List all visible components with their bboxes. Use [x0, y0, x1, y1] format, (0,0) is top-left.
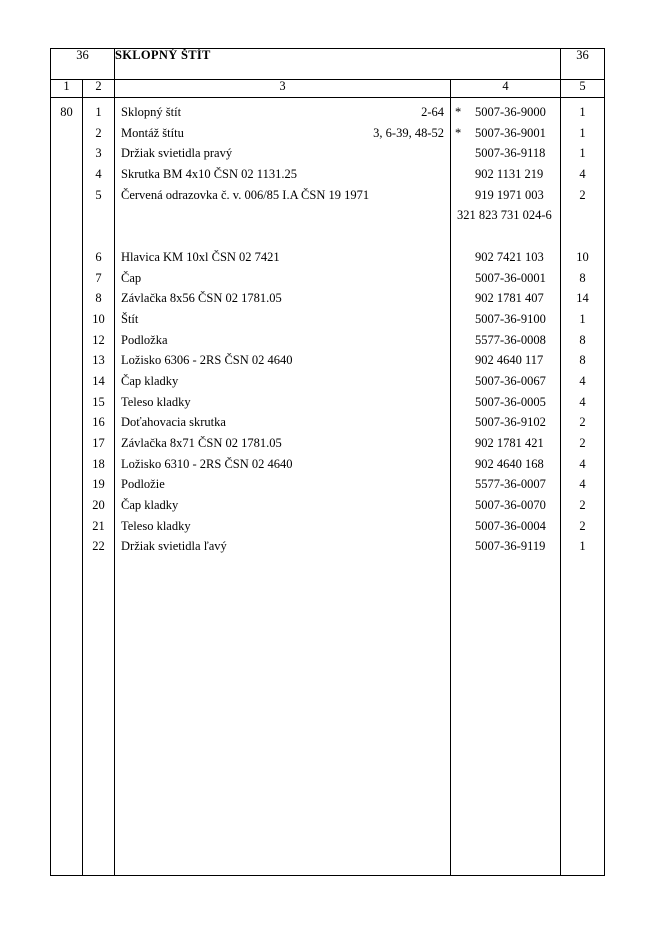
part-number-cell — [451, 536, 560, 557]
part-number-text: 5007-36-0001 — [475, 270, 546, 285]
quantity-column — [561, 98, 605, 876]
description-reference: 3, 6-39, 48-52 — [373, 125, 444, 140]
description-text: Sklopný štít — [121, 105, 182, 119]
description-text: Podložie — [121, 477, 165, 492]
description-text: Teleso kladky — [121, 518, 191, 533]
description-column — [115, 98, 451, 876]
position-number: 3 — [95, 146, 102, 161]
description-text: Doťahovacia skrutka — [121, 415, 226, 430]
part-number-cell — [451, 102, 560, 123]
description-text: Čap — [121, 270, 142, 285]
part-number-cell — [451, 516, 560, 537]
part-number-text: 902 1781 421 — [475, 436, 544, 450]
part-number-cell — [451, 350, 560, 371]
part-number-cell — [451, 392, 560, 413]
part-number-cell — [451, 185, 560, 206]
part-number-cell — [451, 247, 560, 268]
quantity-value: 1 — [579, 539, 586, 554]
position-number: 17 — [92, 436, 105, 450]
part-number-cell — [451, 330, 560, 351]
quantity-value: 4 — [579, 477, 586, 492]
table-body-row — [51, 98, 605, 876]
position-number: 22 — [92, 539, 105, 554]
quantity-value: 4 — [579, 167, 586, 182]
quantity-value: 4 — [579, 373, 586, 388]
description-text: Držiak svietidla pravý — [121, 146, 233, 161]
position-number: 10 — [92, 311, 105, 326]
quantity-value: 1 — [579, 146, 586, 161]
position-number: 8 — [95, 291, 102, 306]
description-reference: 2-64 — [421, 105, 444, 119]
quantity-value: 2 — [579, 436, 586, 450]
row-spacer — [561, 205, 604, 226]
part-number-cell — [451, 164, 560, 185]
column-number-row — [51, 80, 605, 98]
part-number-text: 902 4640 168 — [475, 456, 544, 471]
part-number-text: 902 7421 103 — [475, 249, 544, 264]
column-number-3: 3 — [115, 80, 451, 98]
description-cell — [115, 164, 450, 185]
part-number-text: 5577-36-0008 — [475, 332, 546, 347]
part-number-text: 5577-36-0007 — [475, 477, 546, 492]
quantity-value: 2 — [579, 187, 586, 202]
part-number-text: 5007-36-9100 — [475, 311, 546, 326]
part-number-cell — [451, 226, 560, 247]
description-cell — [115, 288, 450, 309]
part-number-text: 5007-36-0005 — [475, 394, 546, 409]
description-cell — [115, 226, 450, 247]
description-text: Hlavica KM 10xl ČSN 02 7421 — [121, 249, 280, 264]
quantity-value — [561, 226, 604, 247]
page-title: SKLOPNÝ ŠTÍT — [115, 49, 561, 80]
part-number-alternate: 321 823 731 024-6 — [457, 208, 552, 223]
position-number — [83, 226, 114, 247]
description-text: Skrutka BM 4x10 ČSN 02 1131.25 — [121, 167, 297, 182]
position-column — [83, 98, 115, 876]
quantity-value: 1 — [579, 105, 586, 119]
description-text: Podložka — [121, 332, 168, 347]
quantity-list — [561, 98, 604, 557]
description-cell — [115, 143, 450, 164]
quantity-value: 10 — [576, 249, 589, 264]
column-number-5: 5 — [561, 80, 605, 98]
position-number: 21 — [92, 518, 105, 533]
assembly-number: 80 — [60, 105, 73, 119]
position-number: 15 — [92, 394, 105, 409]
part-number-cell — [451, 495, 560, 516]
part-number-list — [451, 98, 560, 557]
row-spacer — [83, 205, 114, 226]
description-cell — [115, 454, 450, 475]
position-number: 1 — [95, 105, 102, 119]
quantity-value: 2 — [579, 415, 586, 430]
part-number-cell — [451, 143, 560, 164]
part-number-cell — [451, 288, 560, 309]
position-number: 19 — [92, 477, 105, 492]
row-spacer — [115, 205, 450, 226]
part-number-text: 5007-36-0070 — [475, 498, 546, 513]
header-right-number: 36 — [561, 49, 605, 80]
column-number-2: 2 — [83, 80, 115, 98]
description-text: Závlačka 8x56 ČSN 02 1781.05 — [121, 291, 282, 306]
part-number-cell — [451, 433, 560, 454]
column-number-1: 1 — [51, 80, 83, 98]
quantity-value: 1 — [579, 311, 586, 326]
position-number: 14 — [92, 373, 105, 388]
description-cell — [115, 516, 450, 537]
description-text: Červená odrazovka č. v. 006/85 I.A ČSN 19 1971 — [121, 187, 370, 202]
table-header-row — [51, 49, 605, 80]
description-text: Závlačka 8x71 ČSN 02 1781.05 — [121, 436, 282, 450]
description-cell — [115, 330, 450, 351]
description-cell — [115, 185, 450, 206]
position-number: 2 — [95, 125, 102, 140]
part-number-text: 919 1971 003 — [475, 187, 544, 202]
position-number: 6 — [95, 249, 102, 264]
description-cell — [115, 247, 450, 268]
position-number: 16 — [92, 415, 105, 430]
description-cell — [115, 433, 450, 454]
description-text: Ložisko 6310 - 2RS ČSN 02 4640 — [121, 456, 293, 471]
part-number-column — [451, 98, 561, 876]
part-number-cell — [451, 309, 560, 330]
position-number: 7 — [95, 270, 102, 285]
assembly-number-column — [51, 98, 83, 876]
quantity-value: 2 — [579, 498, 586, 513]
position-number: 20 — [92, 498, 105, 513]
position-list — [83, 98, 114, 557]
description-cell — [115, 350, 450, 371]
description-text: Montáž štítu — [121, 125, 184, 140]
quantity-value: 2 — [579, 518, 586, 533]
asterisk-marker: * — [455, 105, 462, 119]
description-cell — [115, 412, 450, 433]
part-number-text: 5007-36-0004 — [475, 518, 546, 533]
parts-catalog-page — [50, 48, 604, 876]
part-number-cell — [451, 371, 560, 392]
part-number-cell — [451, 412, 560, 433]
quantity-value: 8 — [579, 332, 586, 347]
description-list — [115, 98, 450, 557]
description-cell — [115, 392, 450, 413]
header-left-number: 36 — [51, 49, 115, 80]
part-number-cell — [451, 268, 560, 289]
part-number-text: 5007-36-9001 — [475, 125, 546, 140]
position-number: 4 — [95, 167, 102, 182]
part-number-text: 5007-36-9119 — [475, 539, 546, 554]
part-number-text: 902 4640 117 — [475, 353, 544, 368]
description-cell — [115, 536, 450, 557]
part-number-text: 902 1781 407 — [475, 291, 544, 306]
part-number-text: 5007-36-0067 — [475, 373, 546, 388]
description-cell — [115, 268, 450, 289]
part-number-cell — [451, 474, 560, 495]
description-cell — [115, 371, 450, 392]
description-cell — [115, 102, 450, 123]
position-number: 13 — [92, 353, 105, 368]
part-number-text: 5007-36-9102 — [475, 415, 546, 430]
parts-table — [50, 48, 605, 876]
description-cell — [115, 123, 450, 144]
asterisk-marker: * — [455, 125, 462, 140]
assembly-number-list — [51, 98, 82, 123]
part-number-cell — [451, 123, 560, 144]
part-number-cell — [451, 454, 560, 475]
quantity-value: 8 — [579, 353, 586, 368]
description-text: Ložisko 6306 - 2RS ČSN 02 4640 — [121, 353, 293, 368]
part-number-text: 5007-36-9000 — [475, 105, 546, 119]
quantity-value: 1 — [579, 125, 586, 140]
part-number-text: 5007-36-9118 — [475, 146, 546, 161]
position-number: 5 — [95, 187, 102, 202]
description-cell — [115, 474, 450, 495]
description-text: Štít — [121, 311, 139, 326]
quantity-value: 8 — [579, 270, 586, 285]
description-cell — [115, 309, 450, 330]
description-text: Držiak svietidla ľavý — [121, 539, 227, 554]
part-number-text: 902 1131 219 — [475, 167, 544, 182]
description-text: Čap kladky — [121, 373, 179, 388]
description-text: Čap kladky — [121, 498, 179, 513]
column-number-4: 4 — [451, 80, 561, 98]
quantity-value: 14 — [576, 291, 589, 306]
quantity-value: 4 — [579, 456, 586, 471]
description-cell — [115, 495, 450, 516]
description-text: Teleso kladky — [121, 394, 191, 409]
quantity-value: 4 — [579, 394, 586, 409]
position-number: 18 — [92, 456, 105, 471]
position-number: 12 — [92, 332, 105, 347]
